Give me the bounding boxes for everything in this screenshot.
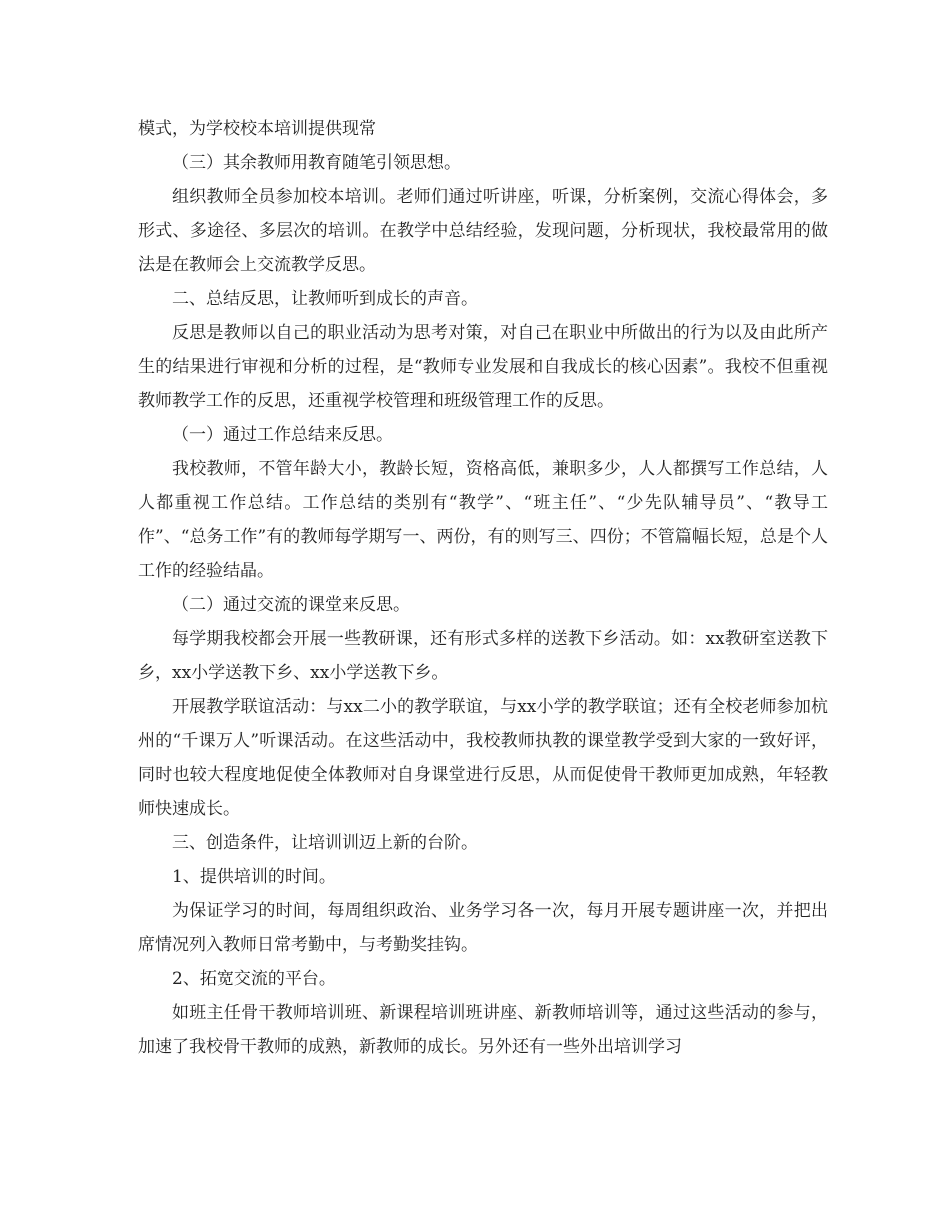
section-heading: 二、总结反思，让教师听到成长的声音。 (172, 289, 478, 309)
paragraph: 如班主任骨干教师培训班、新课程培训班讲座、新教师培训等，通过这些活动的参与，加速了我校骨干教师的成熟，新教师的成长。另外还有一些外出培训学习 (138, 1003, 828, 1057)
paragraph: 为保证学习的时间，每周组织政治、业务学习各一次，每月开展专题讲座一次，并把出席情况列入教师日常考勤中，与考勤奖挂钩。 (138, 901, 828, 955)
paragraph: 组织教师全员参加校本培训。老师们通过听讲座，听课，分析案例，交流心得体会，多形式、多途径、多层次的培训。在教学中总结经验，发现问题，分析现状，我校最常用的做法是在教师会上交流教学反思。 (138, 187, 828, 275)
section-heading: （三）其余教师用教育随笔引领思想。 (172, 153, 461, 173)
section-heading: （一）通过工作总结来反思。 (172, 425, 393, 445)
paragraph: 模式，为学校校本培训提供现常 (138, 119, 376, 139)
section-heading: 三、创造条件，让培训训迈上新的台阶。 (172, 833, 478, 853)
section-heading: 2、拓宽交流的平台。 (172, 969, 336, 989)
document-body (138, 112, 828, 1064)
paragraph: 每学期我校都会开展一些教研课，还有形式多样的送教下乡活动。如：xx教研室送教下乡，xx小学送教下乡、xx小学送教下乡。 (138, 629, 828, 683)
section-heading: （二）通过交流的课堂来反思。 (172, 595, 410, 615)
section-heading: 1、提供培训的时间。 (172, 867, 336, 887)
paragraph: 反思是教师以自己的职业活动为思考对策，对自己在职业中所做出的行为以及由此所产生的结果进行审视和分析的过程，是“教师专业发展和自我成长的核心因素”。我校不但重视教师教学工作的反思，还重视学校管理和班级管理工作的反思。 (138, 323, 828, 411)
paragraph: 我校教师，不管年龄大小，教龄长短，资格高低，兼职多少，人人都撰写工作总结，人人都重视工作总结。工作总结的类别有“教学”、“班主任”、“少先队辅导员”、“教导工作”、“总务工作”有的教师每学期写一、两份，有的则写三、四份；不管篇幅长短，总是个人工作的经验结晶。 (138, 459, 828, 581)
paragraph: 开展教学联谊活动：与xx二小的教学联谊，与xx小学的教学联谊；还有全校老师参加杭州的“千课万人”听课活动。在这些活动中，我校教师执教的课堂教学受到大家的一致好评，同时也较大程度地促使全体教师对自身课堂进行反思，从而促使骨干教师更加成熟，年轻教师快速成长。 (138, 697, 828, 819)
